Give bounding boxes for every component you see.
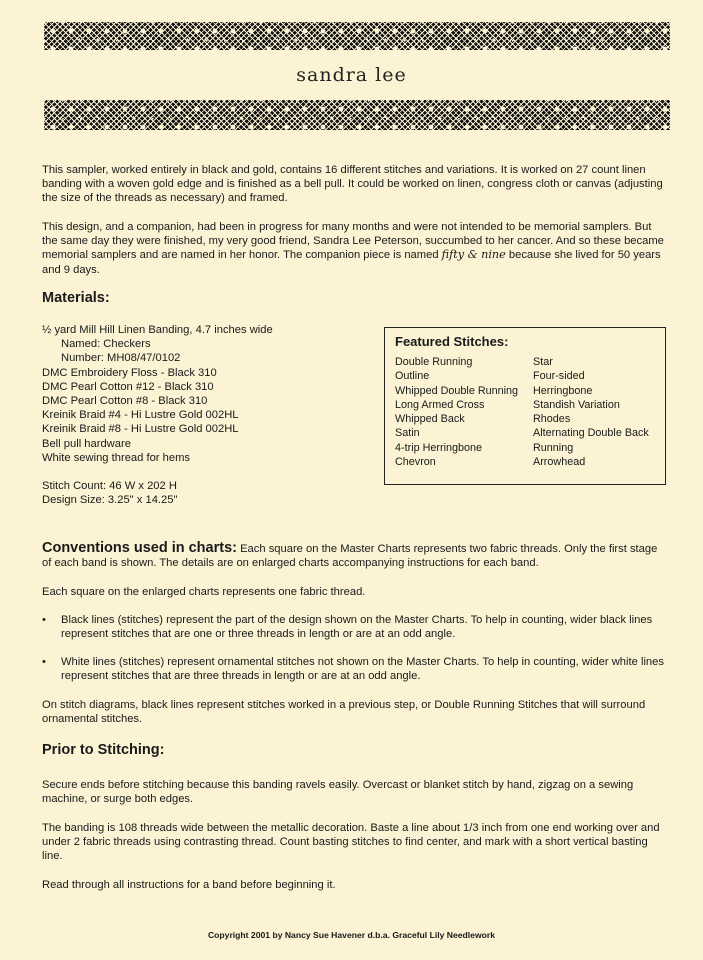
featured-stitches-column-1	[395, 355, 533, 469]
materials-list	[42, 323, 342, 465]
stitch-diagram-note: On stitch diagrams, black lines represent stitches worked in a previous step, or Double Running Stitches that will surround ornamental stitches.	[42, 699, 646, 726]
list-item: • White lines (stitches) represent ornamental stitches not shown on the Master Charts. To help in counting, wider white lines represent stitches that are three threads in length or are at an odd angle.	[42, 656, 664, 683]
stitch-item: Arrowhead	[533, 456, 586, 469]
material-item: Number: MH08/47/0102	[61, 352, 181, 365]
conventions-heading: Conventions used in charts:	[42, 540, 237, 556]
copyright: Copyright 2001 by Nancy Sue Havener d.b.a. Graceful Lily Needlework	[207, 930, 496, 940]
prior-paragraph-1: Secure ends before stitching because this banding ravels easily. Overcast or blanket stitch by hand, zigzag on a sewing machine, or surge both edges.	[42, 779, 634, 806]
stitch-info	[42, 479, 177, 507]
decorative-border-bottom	[44, 100, 670, 130]
list-item: • Black lines (stitches) represent the part of the design shown on the Master Charts. To help in counting, wider black lines represent stitches that are one or three threads in length or are at an odd angle.	[42, 614, 653, 641]
material-item: Kreinik Braid #4 - Hi Lustre Gold 002HL	[42, 409, 239, 422]
material-item: White sewing thread for hems	[42, 451, 190, 464]
materials-heading: Materials:	[42, 290, 110, 306]
decorative-border-top	[44, 22, 670, 50]
stitch-item: Whipped Back	[395, 413, 465, 426]
stitch-item: Star	[533, 356, 553, 368]
material-item: DMC Pearl Cotton #8 - Black 310	[42, 395, 208, 408]
material-item: Kreinik Braid #8 - Hi Lustre Gold 002HL	[42, 423, 239, 436]
stitch-item: Satin	[395, 427, 420, 440]
featured-stitches-box	[384, 327, 666, 485]
stitch-item: Four-sided	[533, 370, 585, 383]
material-item: Bell pull hardware	[42, 437, 131, 450]
stitch-count: Stitch Count: 46 W x 202 H	[42, 480, 177, 492]
featured-stitches-heading: Featured Stitches:	[395, 334, 509, 349]
design-size: Design Size: 3.25" x 14.25"	[42, 494, 178, 507]
featured-stitches-column-2	[533, 355, 649, 469]
stitch-item: Standish Variation	[533, 398, 620, 411]
prior-paragraph-2: The banding is 108 threads wide between the metallic decoration. Baste a line about 1/3 inch from one end working over and under 2 fabric threads using contrasting thread. Count basting stitches to find center, and mark with a short vertical basting line.	[42, 822, 660, 863]
material-item: Named: Checkers	[61, 338, 151, 351]
stitch-item: Herringbone	[533, 384, 593, 397]
conventions-paragraph: Conventions used in charts: Each square on the Master Charts represents two fabric threads. Only the first stage of each band is shown. The details are on enlarged charts accompanying instructions for each band.	[42, 540, 658, 570]
stitch-item: Chevron	[395, 456, 436, 469]
material-item: DMC Pearl Cotton #12 - Black 310	[42, 380, 214, 393]
stitch-item: Whipped Double Running	[395, 384, 519, 397]
material-item: DMC Embroidery Floss - Black 310	[42, 366, 217, 379]
page-title: sandra lee	[296, 64, 407, 86]
companion-name: fifty & nine	[441, 248, 506, 262]
stitch-item: Running	[533, 441, 574, 454]
stitch-item: 4-trip Herringbone	[395, 441, 483, 454]
conventions-paragraph-2: Each square on the enlarged charts represents one fabric thread.	[42, 586, 366, 598]
prior-paragraph-3: Read through all instructions for a band before beginning it.	[42, 879, 336, 891]
intro-paragraph-1: This sampler, worked entirely in black and gold, contains 16 different stitches and variations. It is worked on 27 count linen banding with a woven gold edge and is finished as a bell pull. It could be worked on linen, congress cloth or canvas (adjusting the size of the threads as necessary) and framed.	[42, 164, 663, 205]
stitch-item: Rhodes	[533, 413, 571, 426]
intro-paragraph-2: This design, and a companion, had been in progress for many months and were not intended to be memorial samplers. But the same day they were finished, my very good friend, Sandra Lee Peterson, succumbed to her cancer. And so these became memorial samplers and are named in her honor. The companion piece is named fifty & nine because she lived for 50 years and 9 days.	[42, 221, 664, 276]
material-item: ½ yard Mill Hill Linen Banding, 4.7 inches wide	[42, 324, 273, 336]
stitch-item: Long Armed Cross	[395, 398, 485, 411]
prior-heading: Prior to Stitching:	[42, 742, 165, 758]
stitch-item: Outline	[395, 370, 430, 383]
stitch-item: Double Running	[395, 356, 473, 368]
stitch-item: Alternating Double Back	[533, 427, 649, 440]
